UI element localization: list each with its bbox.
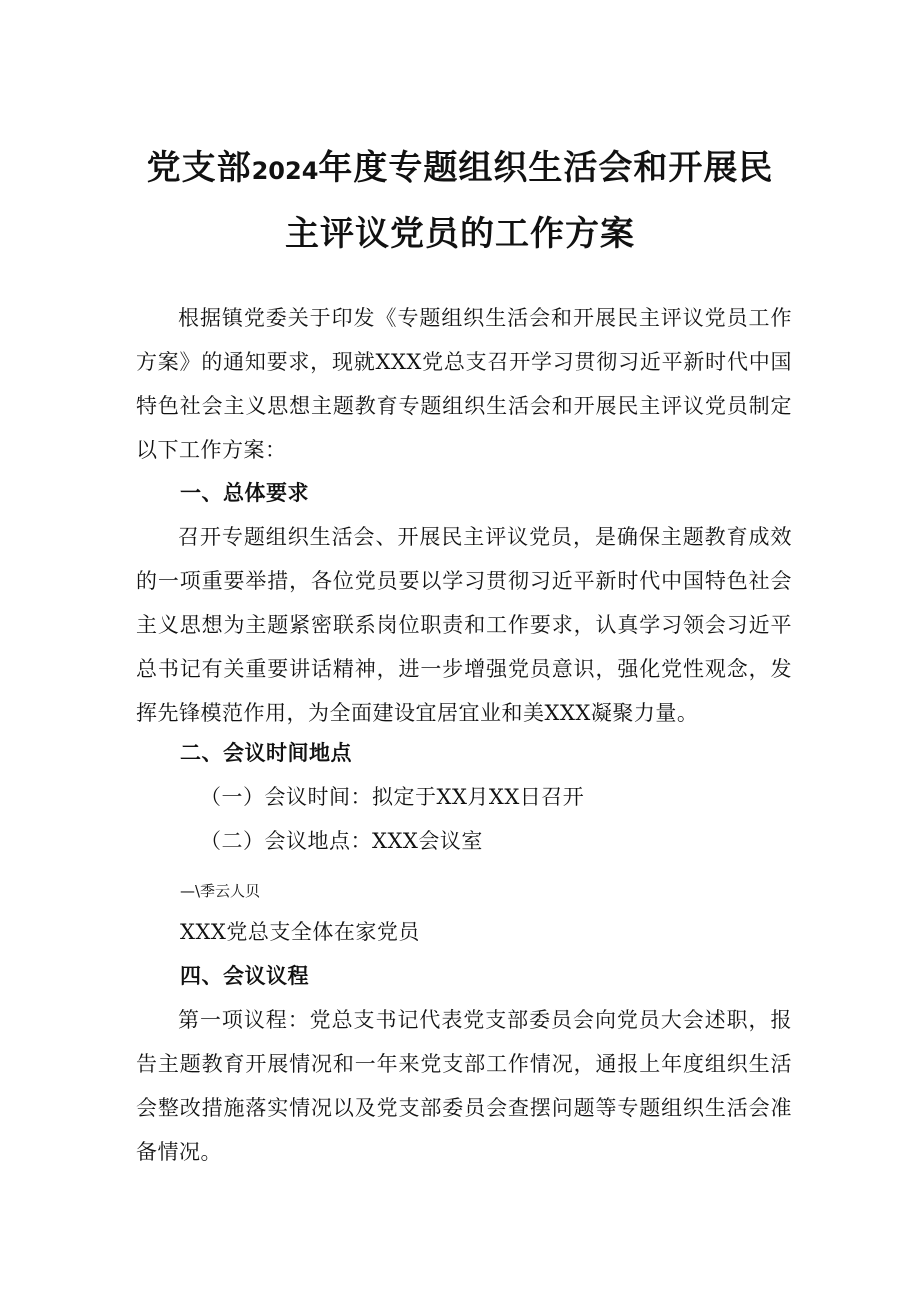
section-2-heading: 二、会议时间地点 bbox=[180, 741, 352, 765]
section-2-time: （一）会议时间：拟定于XX月XX日召开 bbox=[200, 785, 585, 809]
title-year: 2024 bbox=[251, 157, 319, 185]
document-title-line-2: 主评议党员的工作方案 bbox=[285, 214, 635, 254]
section-4-heading: 四、会议议程 bbox=[180, 964, 309, 988]
section-4-item-1: 第一项议程：党总支书记代表党支部委员会向党员大会述职，报告主题教育开展情况和一年来党支部工作情况，通报上年度组织生活会整改措施落实情况以及党支部委员会查摆问题等专题组织生活会准备情况。 bbox=[136, 1008, 792, 1164]
document-title-line-1 bbox=[0, 140, 920, 189]
section-2-place: （二）会议地点：XXX会议室 bbox=[200, 829, 483, 853]
section-3-body: XXX党总支全体在家党员 bbox=[180, 920, 420, 944]
section-1-body: 召开专题组织生活会、开展民主评议党员，是确保主题教育成效的一项重要举措，各位党员要以学习贯彻习近平新时代中国特色社会主义思想为主题紧密联系岗位职责和工作要求，认真学习领会习近平总书记有关重要讲话精神，进一步增强党员意识，强化党性观念，发挥先锋模范作用，为全面建设宜居宜业和美XXX凝聚力量。 bbox=[136, 525, 792, 725]
intro-paragraph: 根据镇党委关于印发《专题组织生活会和开展民主评议党员工作方案》的通知要求，现就XXX党总支召开学习贯彻习近平新时代中国特色社会主义思想主题教育专题组织生活会和开展民主评议党员制定以下工作方案： bbox=[136, 306, 792, 462]
title-suffix: 年度专题组织生活会和开展民 bbox=[318, 148, 774, 188]
title-prefix: 党支部 bbox=[146, 148, 252, 188]
section-1-heading: 一、总体要求 bbox=[180, 481, 309, 505]
section-3-heading: —\季云人贝 bbox=[180, 882, 261, 900]
